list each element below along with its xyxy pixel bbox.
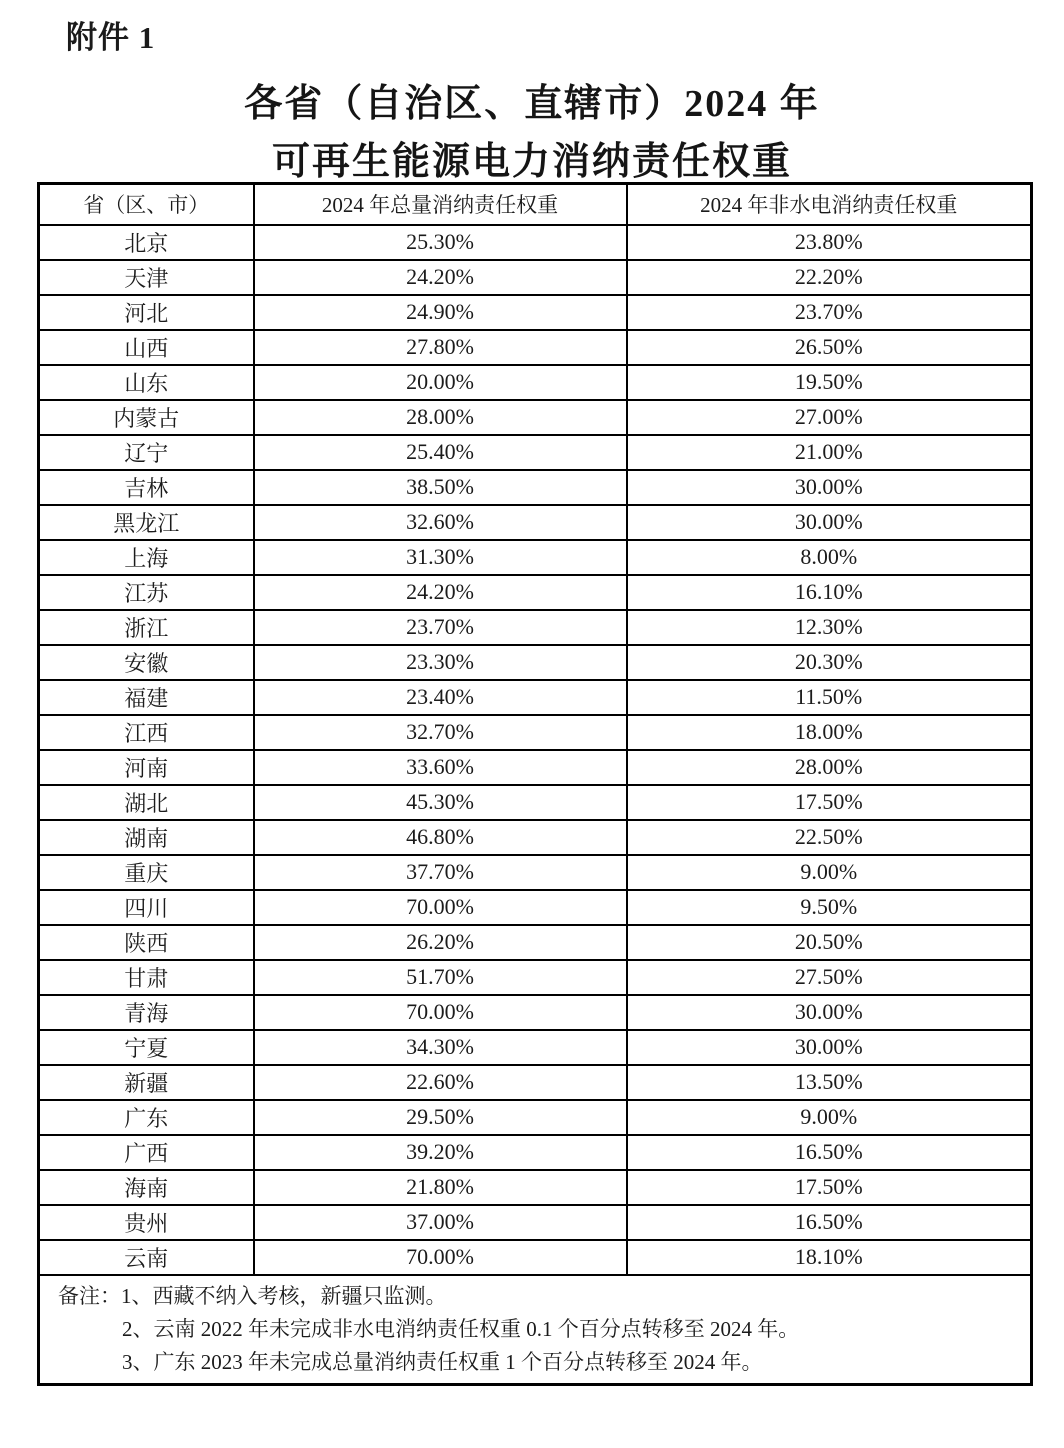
total-weight-cell: 46.80% — [254, 820, 627, 855]
table-row — [39, 785, 1032, 820]
province-cell: 四川 — [39, 890, 254, 925]
table-row — [39, 505, 1032, 540]
table-row — [39, 1100, 1032, 1135]
non-hydro-weight-cell: 16.10% — [627, 575, 1032, 610]
non-hydro-weight-cell: 28.00% — [627, 750, 1032, 785]
province-cell: 湖南 — [39, 820, 254, 855]
total-weight-cell: 29.50% — [254, 1100, 627, 1135]
table-body — [39, 225, 1032, 1275]
table-row — [39, 715, 1032, 750]
non-hydro-weight-cell: 17.50% — [627, 1170, 1032, 1205]
total-weight-cell: 25.30% — [254, 225, 627, 260]
total-weight-cell: 23.70% — [254, 610, 627, 645]
total-weight-cell: 20.00% — [254, 365, 627, 400]
header-total-weight: 2024 年总量消纳责任权重 — [254, 184, 627, 225]
total-weight-cell: 37.70% — [254, 855, 627, 890]
table-row — [39, 610, 1032, 645]
non-hydro-weight-cell: 9.00% — [627, 855, 1032, 890]
non-hydro-weight-cell: 23.80% — [627, 225, 1032, 260]
province-cell: 天津 — [39, 260, 254, 295]
province-cell: 山东 — [39, 365, 254, 400]
non-hydro-weight-cell: 30.00% — [627, 995, 1032, 1030]
table-row — [39, 365, 1032, 400]
province-cell: 黑龙江 — [39, 505, 254, 540]
province-cell: 云南 — [39, 1240, 254, 1275]
total-weight-cell: 22.60% — [254, 1065, 627, 1100]
non-hydro-weight-cell: 8.00% — [627, 540, 1032, 575]
table-row — [39, 890, 1032, 925]
total-weight-cell: 33.60% — [254, 750, 627, 785]
non-hydro-weight-cell: 11.50% — [627, 680, 1032, 715]
province-cell: 辽宁 — [39, 435, 254, 470]
non-hydro-weight-cell: 30.00% — [627, 470, 1032, 505]
header-non-hydro-weight: 2024 年非水电消纳责任权重 — [627, 184, 1032, 225]
attachment-label: 附件 1 — [66, 20, 156, 55]
total-weight-cell: 24.20% — [254, 575, 627, 610]
province-cell: 陕西 — [39, 925, 254, 960]
total-weight-cell: 21.80% — [254, 1170, 627, 1205]
non-hydro-weight-cell: 30.00% — [627, 505, 1032, 540]
document-title-line2: 可再生能源电力消纳责任权重 — [271, 141, 792, 183]
total-weight-cell: 37.00% — [254, 1205, 627, 1240]
table-row — [39, 1030, 1032, 1065]
table-row — [39, 680, 1032, 715]
table-row — [39, 1065, 1032, 1100]
table-row — [39, 470, 1032, 505]
non-hydro-weight-cell: 18.00% — [627, 715, 1032, 750]
province-cell: 河南 — [39, 750, 254, 785]
table-row — [39, 435, 1032, 470]
table-row — [39, 225, 1032, 260]
total-weight-cell: 45.30% — [254, 785, 627, 820]
non-hydro-weight-cell: 30.00% — [627, 1030, 1032, 1065]
notes-cell — [39, 1275, 1032, 1385]
non-hydro-weight-cell: 18.10% — [627, 1240, 1032, 1275]
province-cell: 海南 — [39, 1170, 254, 1205]
province-cell: 重庆 — [39, 855, 254, 890]
total-weight-cell: 70.00% — [254, 890, 627, 925]
total-weight-cell: 23.30% — [254, 645, 627, 680]
total-weight-cell: 32.70% — [254, 715, 627, 750]
table-row — [39, 260, 1032, 295]
province-cell: 广东 — [39, 1100, 254, 1135]
province-cell: 青海 — [39, 995, 254, 1030]
non-hydro-weight-cell: 23.70% — [627, 295, 1032, 330]
note-line — [58, 1280, 1020, 1313]
non-hydro-weight-cell: 26.50% — [627, 330, 1032, 365]
province-cell: 河北 — [39, 295, 254, 330]
table-row — [39, 1135, 1032, 1170]
non-hydro-weight-cell: 22.50% — [627, 820, 1032, 855]
non-hydro-weight-cell: 27.00% — [627, 400, 1032, 435]
table-row — [39, 295, 1032, 330]
non-hydro-weight-cell: 20.50% — [627, 925, 1032, 960]
note-line: 2、云南 2022 年未完成非水电消纳责任权重 0.1 个百分点转移至 2024 年。 — [122, 1316, 800, 1341]
table-row — [39, 1205, 1032, 1240]
non-hydro-weight-cell: 9.00% — [627, 1100, 1032, 1135]
non-hydro-weight-cell: 27.50% — [627, 960, 1032, 995]
table-row — [39, 855, 1032, 890]
table-row — [39, 330, 1032, 365]
table-row — [39, 540, 1032, 575]
table-row — [39, 400, 1032, 435]
table-row — [39, 820, 1032, 855]
table-row — [39, 575, 1032, 610]
total-weight-cell: 24.20% — [254, 260, 627, 295]
province-cell: 上海 — [39, 540, 254, 575]
total-weight-cell: 51.70% — [254, 960, 627, 995]
non-hydro-weight-cell: 9.50% — [627, 890, 1032, 925]
non-hydro-weight-cell: 21.00% — [627, 435, 1032, 470]
notes-row — [39, 1275, 1032, 1385]
non-hydro-weight-cell: 17.50% — [627, 785, 1032, 820]
weights-table — [37, 182, 1033, 1386]
total-weight-cell: 34.30% — [254, 1030, 627, 1065]
total-weight-cell: 39.20% — [254, 1135, 627, 1170]
total-weight-cell: 32.60% — [254, 505, 627, 540]
province-cell: 安徽 — [39, 645, 254, 680]
province-cell: 吉林 — [39, 470, 254, 505]
total-weight-cell: 25.40% — [254, 435, 627, 470]
province-cell: 贵州 — [39, 1205, 254, 1240]
table-row — [39, 750, 1032, 785]
note-text: 1、西藏不纳入考核，新疆只监测。 — [121, 1283, 447, 1308]
total-weight-cell: 28.00% — [254, 400, 627, 435]
province-cell: 浙江 — [39, 610, 254, 645]
notes-label: 备注： — [58, 1283, 121, 1308]
non-hydro-weight-cell: 22.20% — [627, 260, 1032, 295]
table-row — [39, 1170, 1032, 1205]
province-cell: 广西 — [39, 1135, 254, 1170]
province-cell: 北京 — [39, 225, 254, 260]
table-row — [39, 995, 1032, 1030]
province-cell: 江苏 — [39, 575, 254, 610]
non-hydro-weight-cell: 12.30% — [627, 610, 1032, 645]
province-cell: 湖北 — [39, 785, 254, 820]
total-weight-cell: 70.00% — [254, 995, 627, 1030]
table-row — [39, 1240, 1032, 1275]
total-weight-cell: 26.20% — [254, 925, 627, 960]
non-hydro-weight-cell: 20.30% — [627, 645, 1032, 680]
total-weight-cell: 27.80% — [254, 330, 627, 365]
total-weight-cell: 23.40% — [254, 680, 627, 715]
province-cell: 江西 — [39, 715, 254, 750]
province-cell: 甘肃 — [39, 960, 254, 995]
non-hydro-weight-cell: 16.50% — [627, 1205, 1032, 1240]
note-line: 3、广东 2023 年未完成总量消纳责任权重 1 个百分点转移至 2024 年。 — [122, 1349, 763, 1374]
province-cell: 新疆 — [39, 1065, 254, 1100]
total-weight-cell: 24.90% — [254, 295, 627, 330]
table-header-row — [39, 184, 1032, 225]
non-hydro-weight-cell: 16.50% — [627, 1135, 1032, 1170]
non-hydro-weight-cell: 13.50% — [627, 1065, 1032, 1100]
total-weight-cell: 70.00% — [254, 1240, 627, 1275]
table-row — [39, 960, 1032, 995]
total-weight-cell: 31.30% — [254, 540, 627, 575]
total-weight-cell: 38.50% — [254, 470, 627, 505]
province-cell: 内蒙古 — [39, 400, 254, 435]
province-cell: 宁夏 — [39, 1030, 254, 1065]
header-province: 省（区、市） — [39, 184, 254, 225]
province-cell: 山西 — [39, 330, 254, 365]
table-row — [39, 645, 1032, 680]
document-title-line1: 各省（自治区、直辖市）2024 年 — [244, 83, 820, 125]
table-row — [39, 925, 1032, 960]
notes-lines — [58, 1280, 1020, 1379]
province-cell: 福建 — [39, 680, 254, 715]
non-hydro-weight-cell: 19.50% — [627, 365, 1032, 400]
